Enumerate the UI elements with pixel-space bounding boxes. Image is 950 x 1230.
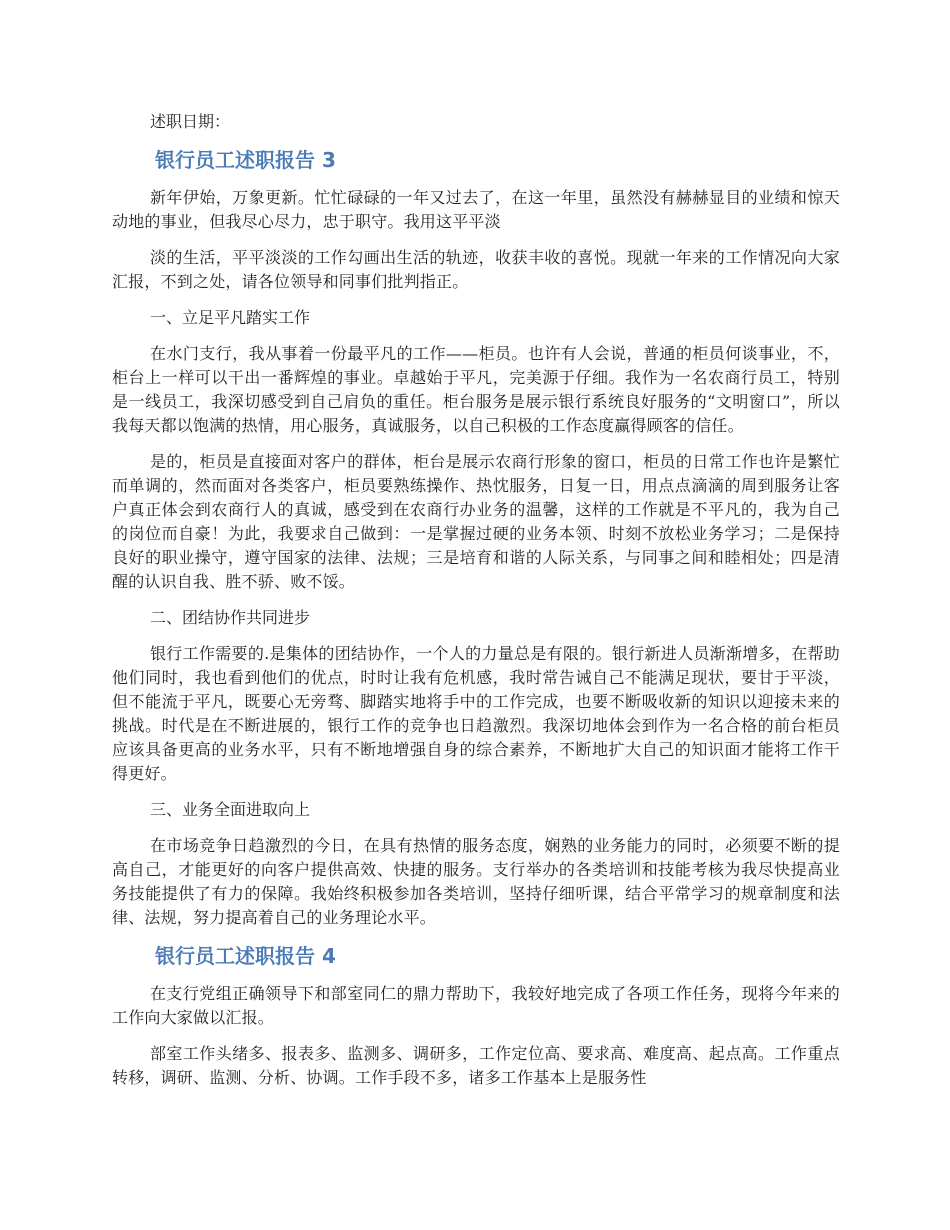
paragraph: 在支行党组正确领导下和部室同仁的鼎力帮助下，我较好地完成了各项工作任务，现将今年来的工作向大家做以汇报。 — [112, 984, 840, 1027]
paragraph: 在市场竞争日趋激烈的今日，在具有热情的服务态度，娴熟的业务能力的同时，必须要不断的提高自己，才能更好的向客户提供高效、快捷的服务。支行举办的各类培训和技能考核为我尽快提高业务技能提供了有力的保障。我始终积极参加各类培训，坚持仔细听课，结合平常学习的规章制度和法律、法规，努力提高着自己的业务理论水平。 — [112, 836, 840, 927]
paragraph: 新年伊始，万象更新。忙忙碌碌的一年又过去了，在这一年里，虽然没有赫赫显目的业绩和惊天动地的事业，但我尽心尽力，忠于职守。我用这平平淡 — [112, 188, 840, 231]
paragraph: 银行工作需要的.是集体的团结协作，一个人的力量总是有限的。银行新进人员渐渐增多，在帮助他们同时，我也看到他们的优点，时时让我有危机感，我时常告诫自己不能满足现状，要甘于平淡，但不能流于平凡，既要心无旁骛、脚踏实地将手中的工作完成，也要不断吸收新的知识以迎接未来的挑战。时代是在不断进展的，银行工作的竞争也日趋激烈。我深切地体会到作为一名合格的前台柜员应该具备更高的业务水平，只有不断地增强自身的综合素养，不断地扩大自己的知识面才能将工作干得更好。 — [112, 644, 840, 783]
section-heading-report-4: 银行员工述职报告 4 — [155, 944, 336, 968]
paragraph: 淡的生活，平平淡淡的工作勾画出生活的轨迹，收获丰收的喜悦。现就一年来的工作情况向大家汇报，不到之处，请各位领导和同事们批判指正。 — [112, 248, 840, 291]
subheading-3: 三、业务全面进取向上 — [150, 800, 311, 819]
section-heading-report-3: 银行员工述职报告 3 — [155, 148, 336, 172]
document-body — [112, 110, 840, 1102]
paragraph: 在水门支行，我从事着一份最平凡的工作——柜员。也许有人会说，普通的柜员何谈事业，不，柜台上一样可以干出一番辉煌的事业。卓越始于平凡，完美源于仔细。我作为一名农商行员工，特别是一线员工，我深切感受到自己肩负的重任。柜台服务是展示银行系统良好服务的“文明窗口”，所以我每天都以饱满的热情，用心服务，真诚服务，以自己积极的工作态度赢得顾客的信任。 — [112, 344, 840, 435]
paragraph: 部室工作头绪多、报表多、监测多、调研多，工作定位高、要求高、难度高、起点高。工作重点转移，调研、监测、分析、协调。工作手段不多，诸多工作基本上是服务性 — [112, 1044, 840, 1087]
report-date-label: 述职日期： — [150, 112, 231, 131]
paragraph: 是的，柜员是直接面对客户的群体，柜台是展示农商行形象的窗口，柜员的日常工作也许是繁忙而单调的，然而面对各类客户，柜员要熟练操作、热忱服务，日复一日，用点点滴滴的周到服务让客户真正体会到农商行人的真诚，感受到在农商行办业务的温馨，这样的工作就是不平凡的，我为自己的岗位而自豪！为此，我要求自己做到：一是掌握过硬的业务本领、时刻不放松业务学习；二是保持良好的职业操守，遵守国家的法律、法规；三是培育和谐的人际关系，与同事之间和睦相处；四是清醒的认识自我、胜不骄、败不馁。 — [112, 452, 840, 591]
subheading-2: 二、团结协作共同进步 — [150, 608, 311, 627]
subheading-1: 一、立足平凡踏实工作 — [150, 308, 311, 327]
